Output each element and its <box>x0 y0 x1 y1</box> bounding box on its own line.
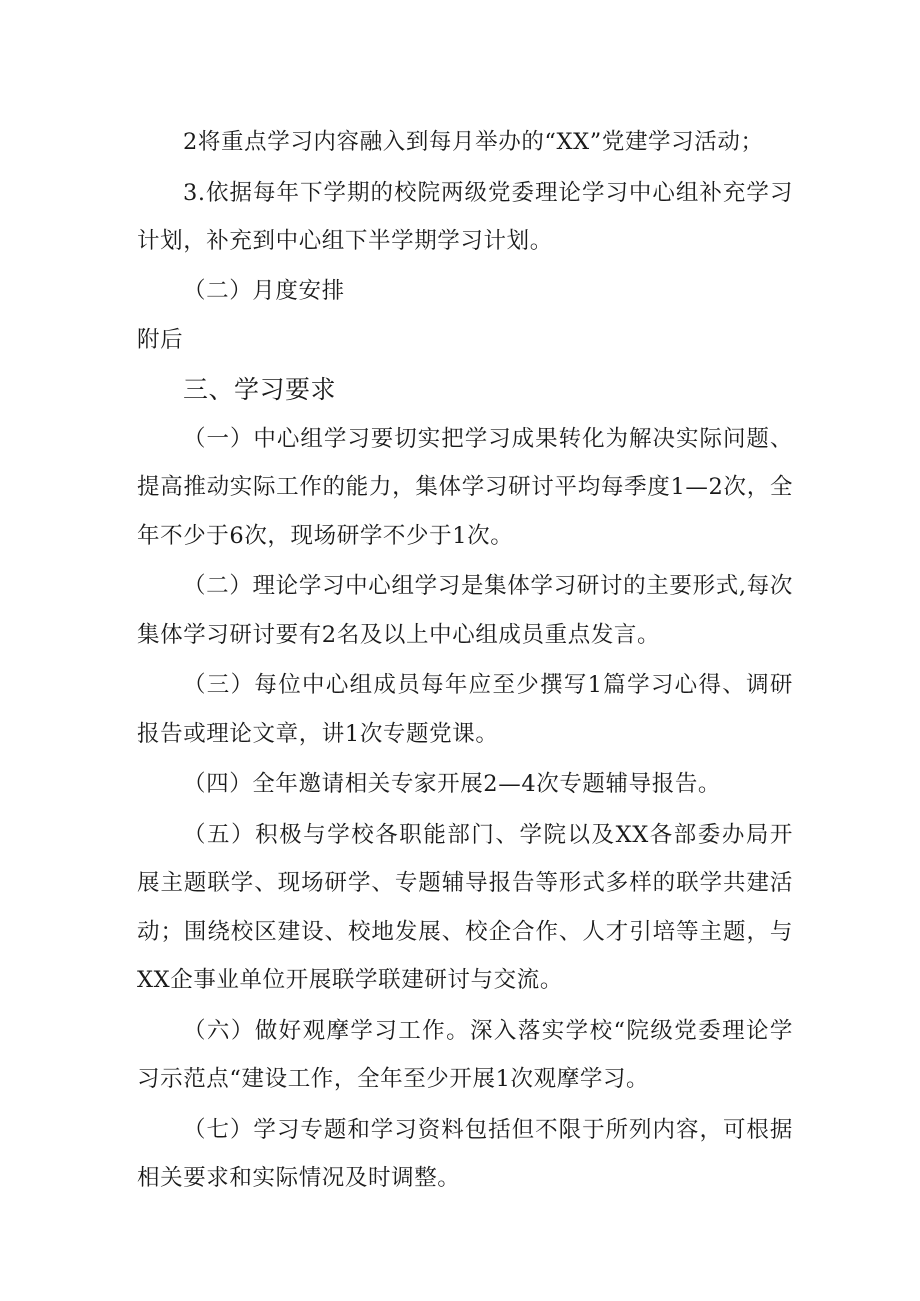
paragraph-item-2: 2将重点学习内容融入到每月举办的“XX”党建学习活动； <box>183 129 764 155</box>
paragraph-item-3: 3.依据每年下学期的校院两级党委理论学习中心组补充学习计划，补充到中心组下半学期学习计划。 <box>137 179 793 254</box>
document-body <box>137 118 793 1203</box>
requirement-2: （二）理论学习中心组学习是集体学习研讨的主要形式,每次集体学习研讨要有2名及以上中心组成员重点发言。 <box>137 573 793 648</box>
appendix-note: 附后 <box>137 327 184 353</box>
requirement-5: （五）积极与学校各职能部门、学院以及XX各部委办局开展主题联学、现场研学、专题辅导报告等形式多样的联学共建活动；围绕校区建设、校地发展、校企合作、人才引培等主题，与XX企事业单位开展联学联建研讨与交流。 <box>137 821 793 993</box>
subheading-monthly-arrangement: （二）月度安排 <box>183 277 345 304</box>
requirement-3: （三）每位中心组成员每年应至少撰写1篇学习心得、调研报告或理论文章，讲1次专题党课。 <box>137 672 793 747</box>
section-heading-study-requirements: 三、学习要求 <box>183 374 337 404</box>
requirement-6: （六）做好观摩学习工作。深入落实学校“院级党委理论学习示范点“建设工作，全年至少开展1次观摩学习。 <box>137 1017 793 1092</box>
requirement-4: （四）全年邀请相关专家开展2—4次专题辅导报告。 <box>183 771 722 797</box>
requirement-7: （七）学习专题和学习资料包括但不限于所列内容，可根据相关要求和实际情况及时调整。 <box>137 1116 793 1191</box>
requirement-1: （一）中心组学习要切实把学习成果转化为解决实际问题、提高推动实际工作的能力，集体学习研讨平均每季度1—2次，全年不少于6次，现场研学不少于1次。 <box>137 425 793 549</box>
